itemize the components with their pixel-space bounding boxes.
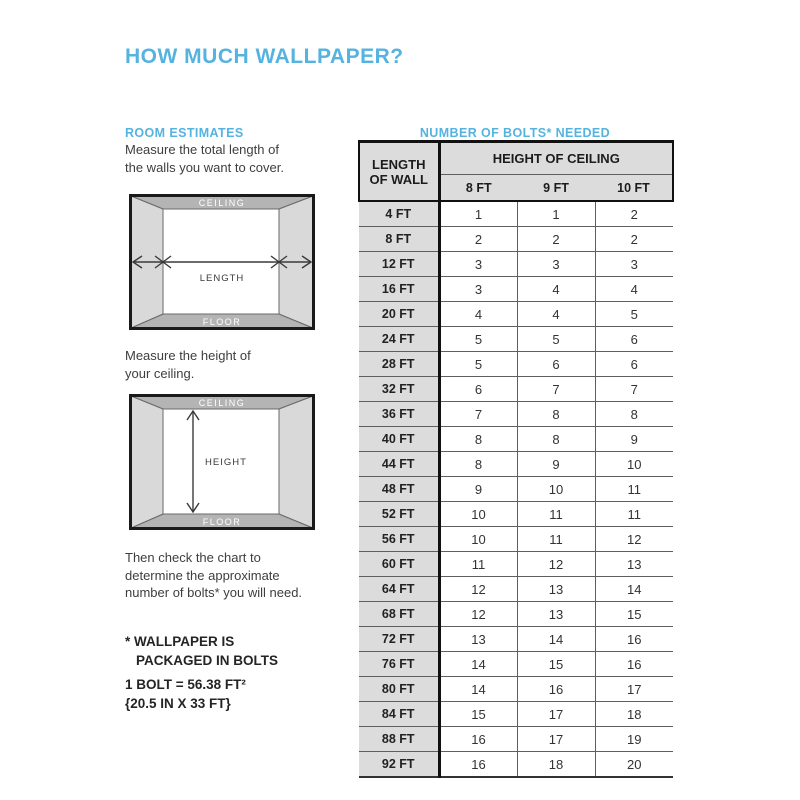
bolt-count-cell: 8 xyxy=(439,452,517,477)
table-row xyxy=(359,727,673,752)
height-label: HEIGHT xyxy=(205,457,247,468)
table-row xyxy=(359,527,673,552)
wall-length-cell: 20 FT xyxy=(359,302,439,327)
bolt-count-cell: 2 xyxy=(517,227,595,252)
bolt-count-cell: 4 xyxy=(517,277,595,302)
step1-instructions xyxy=(125,141,284,176)
bolts-needed-table xyxy=(358,140,674,778)
bolt-size-line1: 1 BOLT = 56.38 FT² xyxy=(125,677,246,692)
table-row xyxy=(359,277,673,302)
bolt-count-cell: 7 xyxy=(595,377,673,402)
bolt-count-cell: 11 xyxy=(439,552,517,577)
column-header-10ft: 10 FT xyxy=(595,175,673,202)
bolt-count-cell: 2 xyxy=(439,227,517,252)
bolt-count-cell: 15 xyxy=(517,652,595,677)
table-row xyxy=(359,427,673,452)
bolt-count-cell: 19 xyxy=(595,727,673,752)
wall-length-cell: 84 FT xyxy=(359,702,439,727)
wall-length-cell: 44 FT xyxy=(359,452,439,477)
wall-length-cell: 4 FT xyxy=(359,201,439,227)
room-height-diagram xyxy=(129,394,315,530)
table-row xyxy=(359,502,673,527)
bolt-count-cell: 16 xyxy=(439,752,517,778)
table-row xyxy=(359,402,673,427)
table-row xyxy=(359,752,673,778)
bolt-count-cell: 3 xyxy=(595,252,673,277)
bolt-count-cell: 6 xyxy=(439,377,517,402)
bolt-count-cell: 6 xyxy=(517,352,595,377)
wall-length-cell: 32 FT xyxy=(359,377,439,402)
wall-length-cell: 8 FT xyxy=(359,227,439,252)
bolt-count-cell: 8 xyxy=(439,427,517,452)
wall-length-cell: 80 FT xyxy=(359,677,439,702)
bolt-count-cell: 17 xyxy=(517,727,595,752)
bolt-count-cell: 8 xyxy=(517,402,595,427)
table-row xyxy=(359,227,673,252)
length-of-wall-header: LENGTH OF WALL xyxy=(359,142,439,202)
bolt-count-cell: 9 xyxy=(517,452,595,477)
wall-length-cell: 12 FT xyxy=(359,252,439,277)
bolt-count-cell: 20 xyxy=(595,752,673,778)
bolt-count-cell: 4 xyxy=(595,277,673,302)
wall-length-cell: 76 FT xyxy=(359,652,439,677)
floor-label: FLOOR xyxy=(202,317,242,327)
bolt-count-cell: 2 xyxy=(595,201,673,227)
bolt-count-cell: 12 xyxy=(439,577,517,602)
step1-line1: Measure the total length of xyxy=(125,142,279,157)
step3-line1: Then check the chart to xyxy=(125,550,261,565)
bolt-count-cell: 10 xyxy=(595,452,673,477)
wall-length-cell: 72 FT xyxy=(359,627,439,652)
table-row xyxy=(359,627,673,652)
bolt-count-cell: 17 xyxy=(595,677,673,702)
page-title: HOW MUCH WALLPAPER? xyxy=(125,45,404,69)
bolt-count-cell: 8 xyxy=(595,402,673,427)
bolt-count-cell: 8 xyxy=(517,427,595,452)
table-row xyxy=(359,677,673,702)
bolt-count-cell: 6 xyxy=(595,327,673,352)
bolt-count-cell: 11 xyxy=(517,502,595,527)
bolt-count-cell: 5 xyxy=(439,352,517,377)
table-row xyxy=(359,377,673,402)
bolt-count-cell: 1 xyxy=(517,201,595,227)
bolt-count-cell: 16 xyxy=(439,727,517,752)
bolt-count-cell: 5 xyxy=(595,302,673,327)
table-row xyxy=(359,452,673,477)
table-row xyxy=(359,702,673,727)
bolt-count-cell: 13 xyxy=(439,627,517,652)
step2-line1: Measure the height of xyxy=(125,348,251,363)
bolt-count-cell: 9 xyxy=(439,477,517,502)
table-row xyxy=(359,552,673,577)
wall-length-cell: 60 FT xyxy=(359,552,439,577)
wall-length-cell: 16 FT xyxy=(359,277,439,302)
table-row xyxy=(359,602,673,627)
step1-line2: the walls you want to cover. xyxy=(125,159,284,175)
bolt-count-cell: 12 xyxy=(595,527,673,552)
floor-label: FLOOR xyxy=(202,517,242,527)
footnote-line1: * WALLPAPER IS xyxy=(125,634,235,649)
bolt-count-cell: 13 xyxy=(517,577,595,602)
bolt-count-cell: 12 xyxy=(439,602,517,627)
wall-length-cell: 68 FT xyxy=(359,602,439,627)
right-wall-panel xyxy=(279,396,313,528)
bolt-count-cell: 14 xyxy=(595,577,673,602)
bolt-count-cell: 11 xyxy=(595,502,673,527)
bolt-count-cell: 13 xyxy=(595,552,673,577)
step3-line2: determine the approximate xyxy=(125,567,280,583)
wall-length-cell: 92 FT xyxy=(359,752,439,778)
wall-length-cell: 40 FT xyxy=(359,427,439,452)
step3-instructions xyxy=(125,549,302,602)
bolt-count-cell: 14 xyxy=(439,677,517,702)
bolt-count-cell: 14 xyxy=(439,652,517,677)
length-label: LENGTH xyxy=(199,273,245,284)
column-header-9ft: 9 FT xyxy=(517,175,595,202)
wall-length-cell: 56 FT xyxy=(359,527,439,552)
ceiling-label: CEILING xyxy=(198,398,246,408)
bolt-count-cell: 7 xyxy=(517,377,595,402)
bolt-count-cell: 5 xyxy=(439,327,517,352)
table-row xyxy=(359,577,673,602)
table-row xyxy=(359,652,673,677)
column-header-8ft: 8 FT xyxy=(439,175,517,202)
table-row xyxy=(359,477,673,502)
bolt-count-cell: 3 xyxy=(439,277,517,302)
bolt-count-cell: 15 xyxy=(595,602,673,627)
table-row xyxy=(359,352,673,377)
bolt-count-cell: 13 xyxy=(517,602,595,627)
bolt-count-cell: 10 xyxy=(517,477,595,502)
table-row xyxy=(359,327,673,352)
wall-length-cell: 88 FT xyxy=(359,727,439,752)
ceiling-label: CEILING xyxy=(198,198,246,208)
room-estimates-heading: ROOM ESTIMATES xyxy=(125,126,244,141)
bolt-count-cell: 7 xyxy=(439,402,517,427)
bolt-count-cell: 3 xyxy=(517,252,595,277)
bolt-count-cell: 15 xyxy=(439,702,517,727)
wall-length-cell: 52 FT xyxy=(359,502,439,527)
footnote-line2: PACKAGED IN BOLTS xyxy=(136,652,279,668)
bolt-count-cell: 4 xyxy=(439,302,517,327)
left-wall-panel xyxy=(131,396,163,528)
bolt-size-definition xyxy=(125,676,246,713)
step2-instructions xyxy=(125,347,251,382)
step3-line3: number of bolts* you will need. xyxy=(125,585,303,600)
wall-length-cell: 64 FT xyxy=(359,577,439,602)
room-length-diagram xyxy=(129,194,315,330)
table-row xyxy=(359,302,673,327)
wall-length-cell: 24 FT xyxy=(359,327,439,352)
bolt-count-cell: 1 xyxy=(439,201,517,227)
bolt-count-cell: 16 xyxy=(517,677,595,702)
table-row xyxy=(359,201,673,227)
bolt-count-cell: 10 xyxy=(439,527,517,552)
bolt-count-cell: 4 xyxy=(517,302,595,327)
wall-length-cell: 36 FT xyxy=(359,402,439,427)
bolt-count-cell: 2 xyxy=(595,227,673,252)
bolts-table-body xyxy=(359,201,673,777)
bolt-count-cell: 11 xyxy=(595,477,673,502)
table-row xyxy=(359,252,673,277)
bolt-count-cell: 17 xyxy=(517,702,595,727)
bolt-count-cell: 18 xyxy=(595,702,673,727)
bolt-count-cell: 6 xyxy=(595,352,673,377)
wallpaper-bolts-footnote xyxy=(125,633,278,670)
bolt-count-cell: 3 xyxy=(439,252,517,277)
bolt-count-cell: 11 xyxy=(517,527,595,552)
bolt-count-cell: 9 xyxy=(595,427,673,452)
bolt-count-cell: 10 xyxy=(439,502,517,527)
bolt-count-cell: 16 xyxy=(595,652,673,677)
bolt-count-cell: 14 xyxy=(517,627,595,652)
wall-length-cell: 48 FT xyxy=(359,477,439,502)
bolt-count-cell: 18 xyxy=(517,752,595,778)
bolt-count-cell: 5 xyxy=(517,327,595,352)
wall-length-cell: 28 FT xyxy=(359,352,439,377)
bolt-count-cell: 16 xyxy=(595,627,673,652)
step2-line2: your ceiling. xyxy=(125,365,195,381)
height-of-ceiling-header: HEIGHT OF CEILING xyxy=(439,142,673,175)
bolt-size-line2: {20.5 IN X 33 FT} xyxy=(125,695,231,711)
bolts-table-header xyxy=(359,142,673,202)
bolt-count-cell: 12 xyxy=(517,552,595,577)
bolts-table-heading: NUMBER OF BOLTS* NEEDED xyxy=(419,126,611,141)
